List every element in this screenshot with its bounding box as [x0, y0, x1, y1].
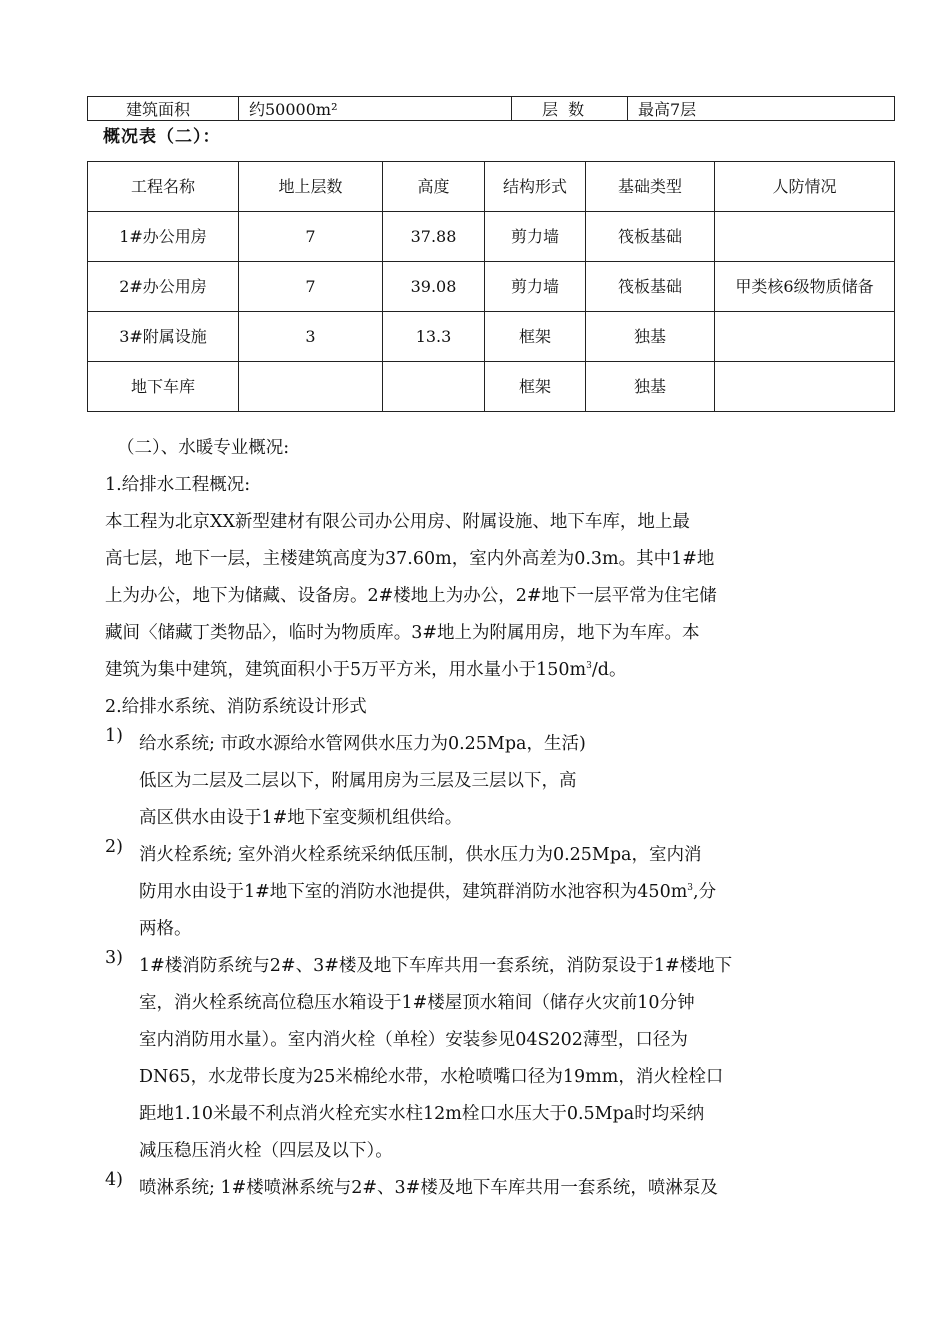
body-text	[105, 430, 875, 1207]
table-cell: 37.88	[383, 212, 485, 262]
table-cell: 地下车库	[88, 362, 239, 412]
item-line: 消火栓系统; 室外消火栓系统采纳低压制，供水压力为0.25Mpa，室内消	[139, 845, 702, 865]
item-line: DN65，水龙带长度为25米棉纶水带，水枪喷嘴口径为19mm，消火栓栓口	[139, 1067, 724, 1087]
table-cell: 3#附属设施	[88, 312, 239, 362]
table-cell: 独基	[586, 312, 715, 362]
item-number: 2)	[105, 837, 123, 857]
table-cell: 7	[239, 262, 383, 312]
item-line: 室内消防用水量）。室内消火栓（单栓）安装参见04S202薄型，口径为	[139, 1030, 688, 1050]
table-header-row	[88, 162, 895, 212]
paragraph-line: 上为办公，地下为储藏、设备房。2#楼地上为办公，2#地下一层平常为住宅储	[105, 586, 717, 606]
subsection-heading-systems: 2.给排水系统、消防系统设计形式	[105, 697, 367, 717]
table-cell: 剪力墙	[485, 262, 586, 312]
paragraph-text: 建筑为集中建筑，建筑面积小于5万平方米，用水量小于150m	[105, 660, 587, 680]
header-cell: 工程名称	[88, 162, 239, 212]
table-cell: 框架	[485, 312, 586, 362]
table-cell: 13.3	[383, 312, 485, 362]
table-cell: 框架	[485, 362, 586, 412]
paragraph-line: 本工程为北京XX新型建材有限公司办公用房、附属设施、地下车库，地上最	[105, 512, 690, 532]
table-cell: 筏板基础	[586, 262, 715, 312]
table-cell: 筏板基础	[586, 212, 715, 262]
floors-label: 层 数	[512, 97, 628, 121]
superscript: 3	[687, 883, 694, 894]
table-cell	[715, 362, 895, 412]
item-number: 1)	[105, 726, 123, 746]
item-line: 低区为二层及二层以下，附属用房为三层及三层以下，高	[139, 771, 577, 791]
header-cell: 结构形式	[485, 162, 586, 212]
header-cell: 人防情况	[715, 162, 895, 212]
item-line: 减压稳压消火栓（四层及以下）。	[139, 1141, 393, 1161]
item-line: 喷淋系统; 1#楼喷淋系统与2#、3#楼及地下车库共用一套系统，喷淋泵及	[139, 1178, 718, 1198]
table-cell: 独基	[586, 362, 715, 412]
list-item-fire-system	[105, 948, 875, 1170]
paragraph-line: 藏间〈储藏丁类物品〉，临时为物质库。3#地上为附属用房，地下为车库。本	[105, 623, 700, 643]
item-line: 1#楼消防系统与2#、3#楼及地下车库共用一套系统，消防泵设于1#楼地下	[139, 956, 733, 976]
table-row	[88, 212, 895, 262]
item-text: ,分	[693, 882, 717, 902]
item-line: 室，消火栓系统高位稳压水箱设于1#楼屋顶水箱间（储存火灾前10分钟	[139, 993, 695, 1013]
item-number: 3)	[105, 948, 123, 968]
item-line: 距地1.10米最不利点消火栓充实水柱12m栓口水压大于0.5Mpa时均采纳	[139, 1104, 705, 1124]
item-line: 给水系统; 市政水源给水管网供水压力为0.25Mpa，生活)	[139, 734, 586, 754]
table-cell: 3	[239, 312, 383, 362]
overview-table	[87, 161, 895, 412]
floors-value: 最高7层	[628, 97, 895, 121]
table-cell: 甲类核6级物质储备	[715, 262, 895, 312]
table-cell: 1#办公用房	[88, 212, 239, 262]
table-cell: 39.08	[383, 262, 485, 312]
table-cell: 7	[239, 212, 383, 262]
header-cell: 基础类型	[586, 162, 715, 212]
table-cell	[239, 362, 383, 412]
item-number: 4)	[105, 1170, 123, 1190]
area-label: 建筑面积	[88, 97, 239, 121]
table-row	[88, 262, 895, 312]
table-cell: 剪力墙	[485, 212, 586, 262]
item-line: 高区供水由设于1#地下室变频机组供给。	[139, 808, 463, 828]
paragraph-line: 高七层，地下一层，主楼建筑高度为37.60m，室内外高差为0.3m。其中1#地	[105, 549, 715, 569]
superscript: 3	[586, 661, 592, 672]
table-cell	[715, 312, 895, 362]
table-cell: 2#办公用房	[88, 262, 239, 312]
item-text: 防用水由设于1#地下室的消防水池提供，建筑群消防水池容积为450m	[139, 882, 688, 902]
overview-table-caption: 概况表（二）：	[103, 127, 221, 147]
subsection-heading-water: 1.给排水工程概况:	[105, 475, 251, 495]
list-item-water-supply	[105, 726, 875, 837]
header-cell: 高度	[383, 162, 485, 212]
paragraph-text: /d。	[591, 660, 627, 680]
paragraph-line	[105, 652, 875, 689]
table-row	[88, 312, 895, 362]
section-heading: （二）、水暖专业概况:	[117, 438, 290, 458]
table-row	[88, 97, 895, 121]
building-summary-table	[87, 96, 895, 121]
header-cell: 地上层数	[239, 162, 383, 212]
area-value: 约50000m²	[239, 97, 512, 121]
table-cell	[383, 362, 485, 412]
list-item-hydrant	[105, 837, 875, 948]
item-line	[139, 874, 875, 911]
list-item-sprinkler	[105, 1170, 875, 1207]
table-cell	[715, 212, 895, 262]
table-row	[88, 362, 895, 412]
item-line: 两格。	[139, 919, 192, 939]
